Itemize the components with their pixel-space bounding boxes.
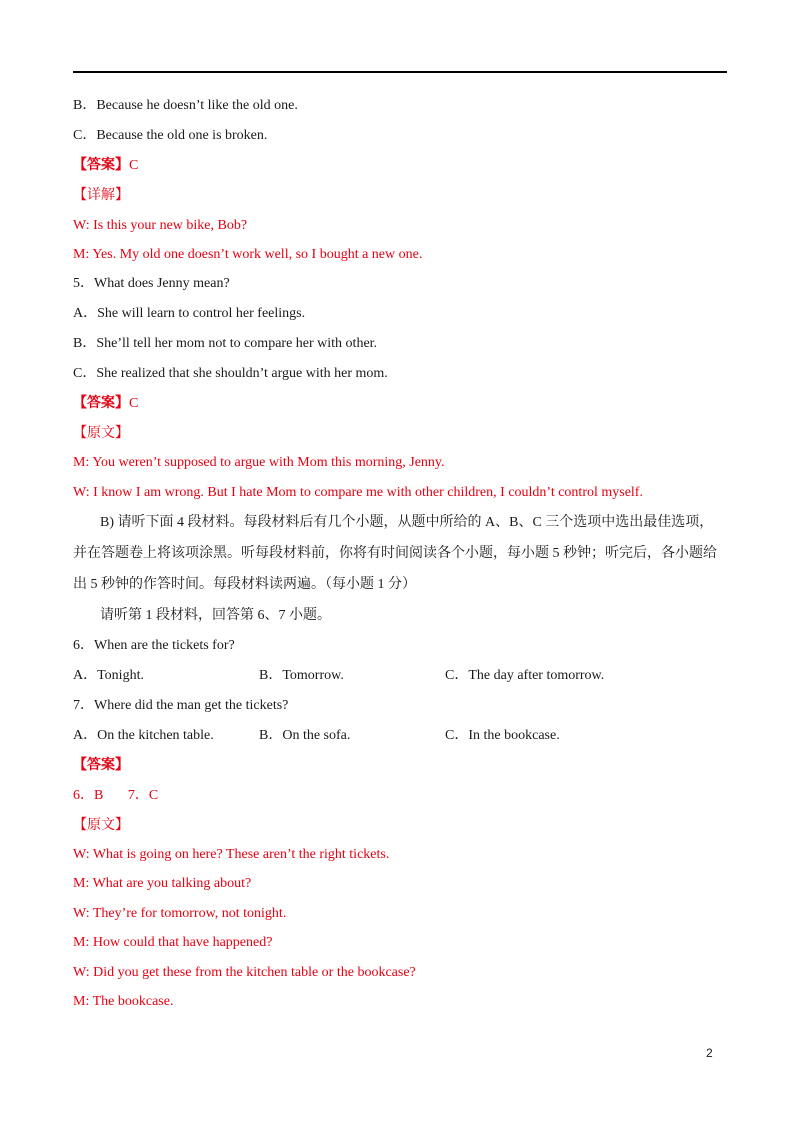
q4-answer xyxy=(73,157,138,175)
q67-script-line: M: What are you talking about? xyxy=(73,876,252,891)
q67-script-line: M: The bookcase. xyxy=(73,994,174,1009)
q5-option-b: B．She’ll tell her mom not to compare her with other. xyxy=(73,336,378,351)
q67-script-line: W: What is going on here? These aren’t the right tickets. xyxy=(73,847,390,862)
q67-answer-label: 【答案】 xyxy=(73,758,129,773)
q67-script-line: W: Did you get these from the kitchen table or the bookcase? xyxy=(73,965,416,980)
q7-question: 7．Where did the man get the tickets? xyxy=(73,698,289,713)
q4-option-c: C．Because the old one is broken. xyxy=(73,128,268,143)
q6-option-a: A．Tonight. xyxy=(73,668,144,683)
material-1-intro: 请听第 1 段材料，回答第 6、7 小题。 xyxy=(100,608,331,623)
q4-script-line: W: Is this your new bike, Bob? xyxy=(73,218,248,233)
q7-options xyxy=(73,727,560,745)
q6-question: 6．When are the tickets for? xyxy=(73,638,235,653)
q5-original-label: 【原文】 xyxy=(73,426,129,441)
q6-option-c: C．The day after tomorrow. xyxy=(445,668,605,683)
q5-script-line: W: I know I am wrong. But I hate Mom to compare me with other children, I couldn’t control myself. xyxy=(73,485,643,500)
q6-option-b: B．Tomorrow. xyxy=(259,668,344,683)
q5-option-a: A．She will learn to control her feelings. xyxy=(73,306,306,321)
q5-option-c: C．She realized that she shouldn’t argue with her mom. xyxy=(73,366,388,381)
q5-question: 5．What does Jenny mean? xyxy=(73,276,230,291)
section-b-instructions: 并在答题卷上将该项涂黑。听每段材料前，你将有时间阅读各个小题，每小题 5 秒钟；听完后，各小题给 xyxy=(73,546,717,561)
q4-detail-label: 【详解】 xyxy=(73,188,129,203)
q67-script-line: M: How could that have happened? xyxy=(73,935,273,950)
answer-label: 【答案】 xyxy=(73,396,129,411)
q5-script-line: M: You weren’t supposed to argue with Mom this morning, Jenny. xyxy=(73,455,445,470)
q7-option-a: A．On the kitchen table. xyxy=(73,728,214,743)
section-b-instructions: 出 5 秒钟的作答时间。每段材料读两遍。（每小题 1 分） xyxy=(73,577,416,592)
q6-options xyxy=(73,667,604,685)
answer-value: C xyxy=(129,396,139,411)
answer-value: C xyxy=(129,158,139,173)
q4-option-b: B．Because he doesn’t like the old one. xyxy=(73,98,298,113)
q67-answers: 6．B 7．C xyxy=(73,788,159,803)
q67-original-label: 【原文】 xyxy=(73,818,129,833)
page-number: 2 xyxy=(706,1046,713,1060)
q4-script-line: M: Yes. My old one doesn’t work well, so I bought a new one. xyxy=(73,247,423,262)
header-rule xyxy=(73,71,727,73)
q7-option-b: B．On the sofa. xyxy=(259,728,351,743)
section-b-instructions: B) 请听下面 4 段材料。每段材料后有几个小题，从题中所给的 A、B、C 三个选项中选出最佳选项， xyxy=(100,515,714,530)
q5-answer xyxy=(73,395,138,413)
q7-option-c: C．In the bookcase. xyxy=(445,728,560,743)
q67-script-line: W: They’re for tomorrow, not tonight. xyxy=(73,906,287,921)
answer-label: 【答案】 xyxy=(73,158,129,173)
